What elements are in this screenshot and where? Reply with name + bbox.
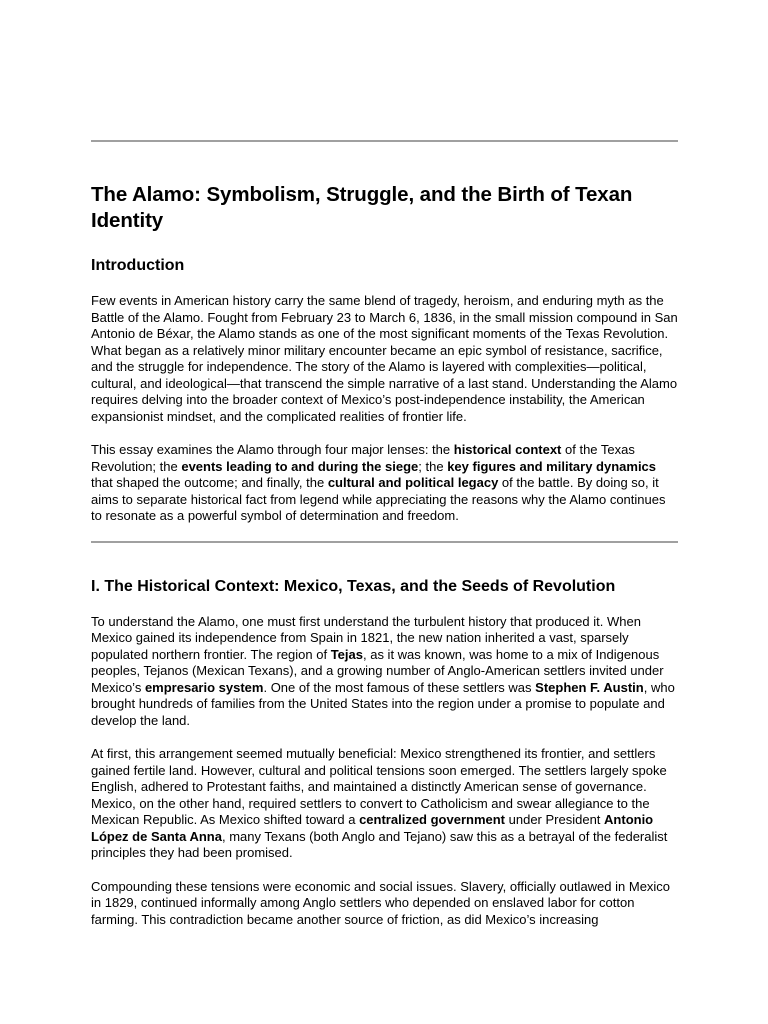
intro-paragraph-1: Few events in American history carry the same blend of tragedy, heroism, and enduring myth as the Battle of the Alamo. Fought from February 23 to March 6, 1836, in the small mission compound in San Antonio de Béxar, the Alamo stands as one of the most significant moments of the Texas Revolution. What began as a relatively minor military encounter became an epic symbol of resistance, sacrifice, and the struggle for independence. The story of the Alamo is layered with complexities—political, cultural, and ideological—that transcend the simple narrative of a last stand. Understanding the Alamo requires delving into the broader context of Mexico’s post-independence instability, the American expansionist mindset, and the complicated realities of frontier life. — [91, 293, 678, 424]
emphasis: Tejas — [330, 646, 363, 662]
emphasis: empresario system — [144, 679, 264, 695]
emphasis: Antonio López de Santa Anna — [91, 812, 654, 844]
document-page — [91, 0, 679, 928]
emphasis: events leading to and during the siege — [181, 458, 419, 474]
document-title: The Alamo: Symbolism, Struggle, and the Birth of Texan Identity — [91, 183, 633, 232]
section-1-paragraph-3: Compounding these tensions were economic and social issues. Slavery, officially outlawed in Mexico in 1829, continued informally among Anglo settlers who depended on enslaved labor for cotton farming. This contradiction became another source of friction, as did Mexico’s increasing — [91, 878, 671, 927]
emphasis: Stephen F. Austin — [535, 679, 644, 695]
intro-paragraph-2: This essay examines the Alamo through four major lenses: the historical context of the Texas Revolution; the events leading to and during the siege; the key figures and military dynamics that shaped the outcome; and finally, the cultural and political legacy of the battle. By doing so, it aims to separate historical fact from legend while appreciating the reasons why the Alamo continues to resonate as a powerful symbol of determination and freedom. — [91, 442, 666, 523]
emphasis: historical context — [453, 442, 562, 457]
intro-heading: Introduction — [91, 257, 185, 274]
section-1-heading: I. The Historical Context: Mexico, Texas, and the Seeds of Revolution — [91, 577, 616, 595]
section-1-paragraph-1: To understand the Alamo, one must first understand the turbulent history that produced it. When Mexico gained its independence from Spain in 1821, the new nation inherited a vast, sparsely populated northern frontier. The region of Tejas, as it was known, was home to a mix of Indigenous peoples, Tejanos (Mexican Texans), and a growing number of Anglo-American settlers invited under Mexico’s empresario system. One of the most famous of these settlers was Stephen F. Austin, who brought hundreds of families from the United States into the region under a promise to populate and develop the land. — [91, 613, 675, 728]
horizontal-rule — [91, 140, 678, 142]
emphasis: centralized government — [359, 812, 506, 827]
horizontal-rule — [91, 541, 678, 543]
emphasis: key figures and military dynamics — [447, 458, 657, 474]
section-1-paragraph-2: At first, this arrangement seemed mutually beneficial: Mexico strengthened its frontier, and settlers gained fertile land. However, cultural and political tensions soon emerged. The settlers largely spoke English, adhered to Protestant faiths, and maintained a distinctly American sense of governance. Mexico, on the other hand, required settlers to convert to Catholicism and swear allegiance to the Mexican Republic. As Mexico shifted toward a centralized government under President Antonio López de Santa Anna, many Texans (both Anglo and Tejano) saw this as a betrayal of the federalist principles they had been promised. — [91, 746, 668, 860]
emphasis: cultural and political legacy — [327, 475, 499, 490]
